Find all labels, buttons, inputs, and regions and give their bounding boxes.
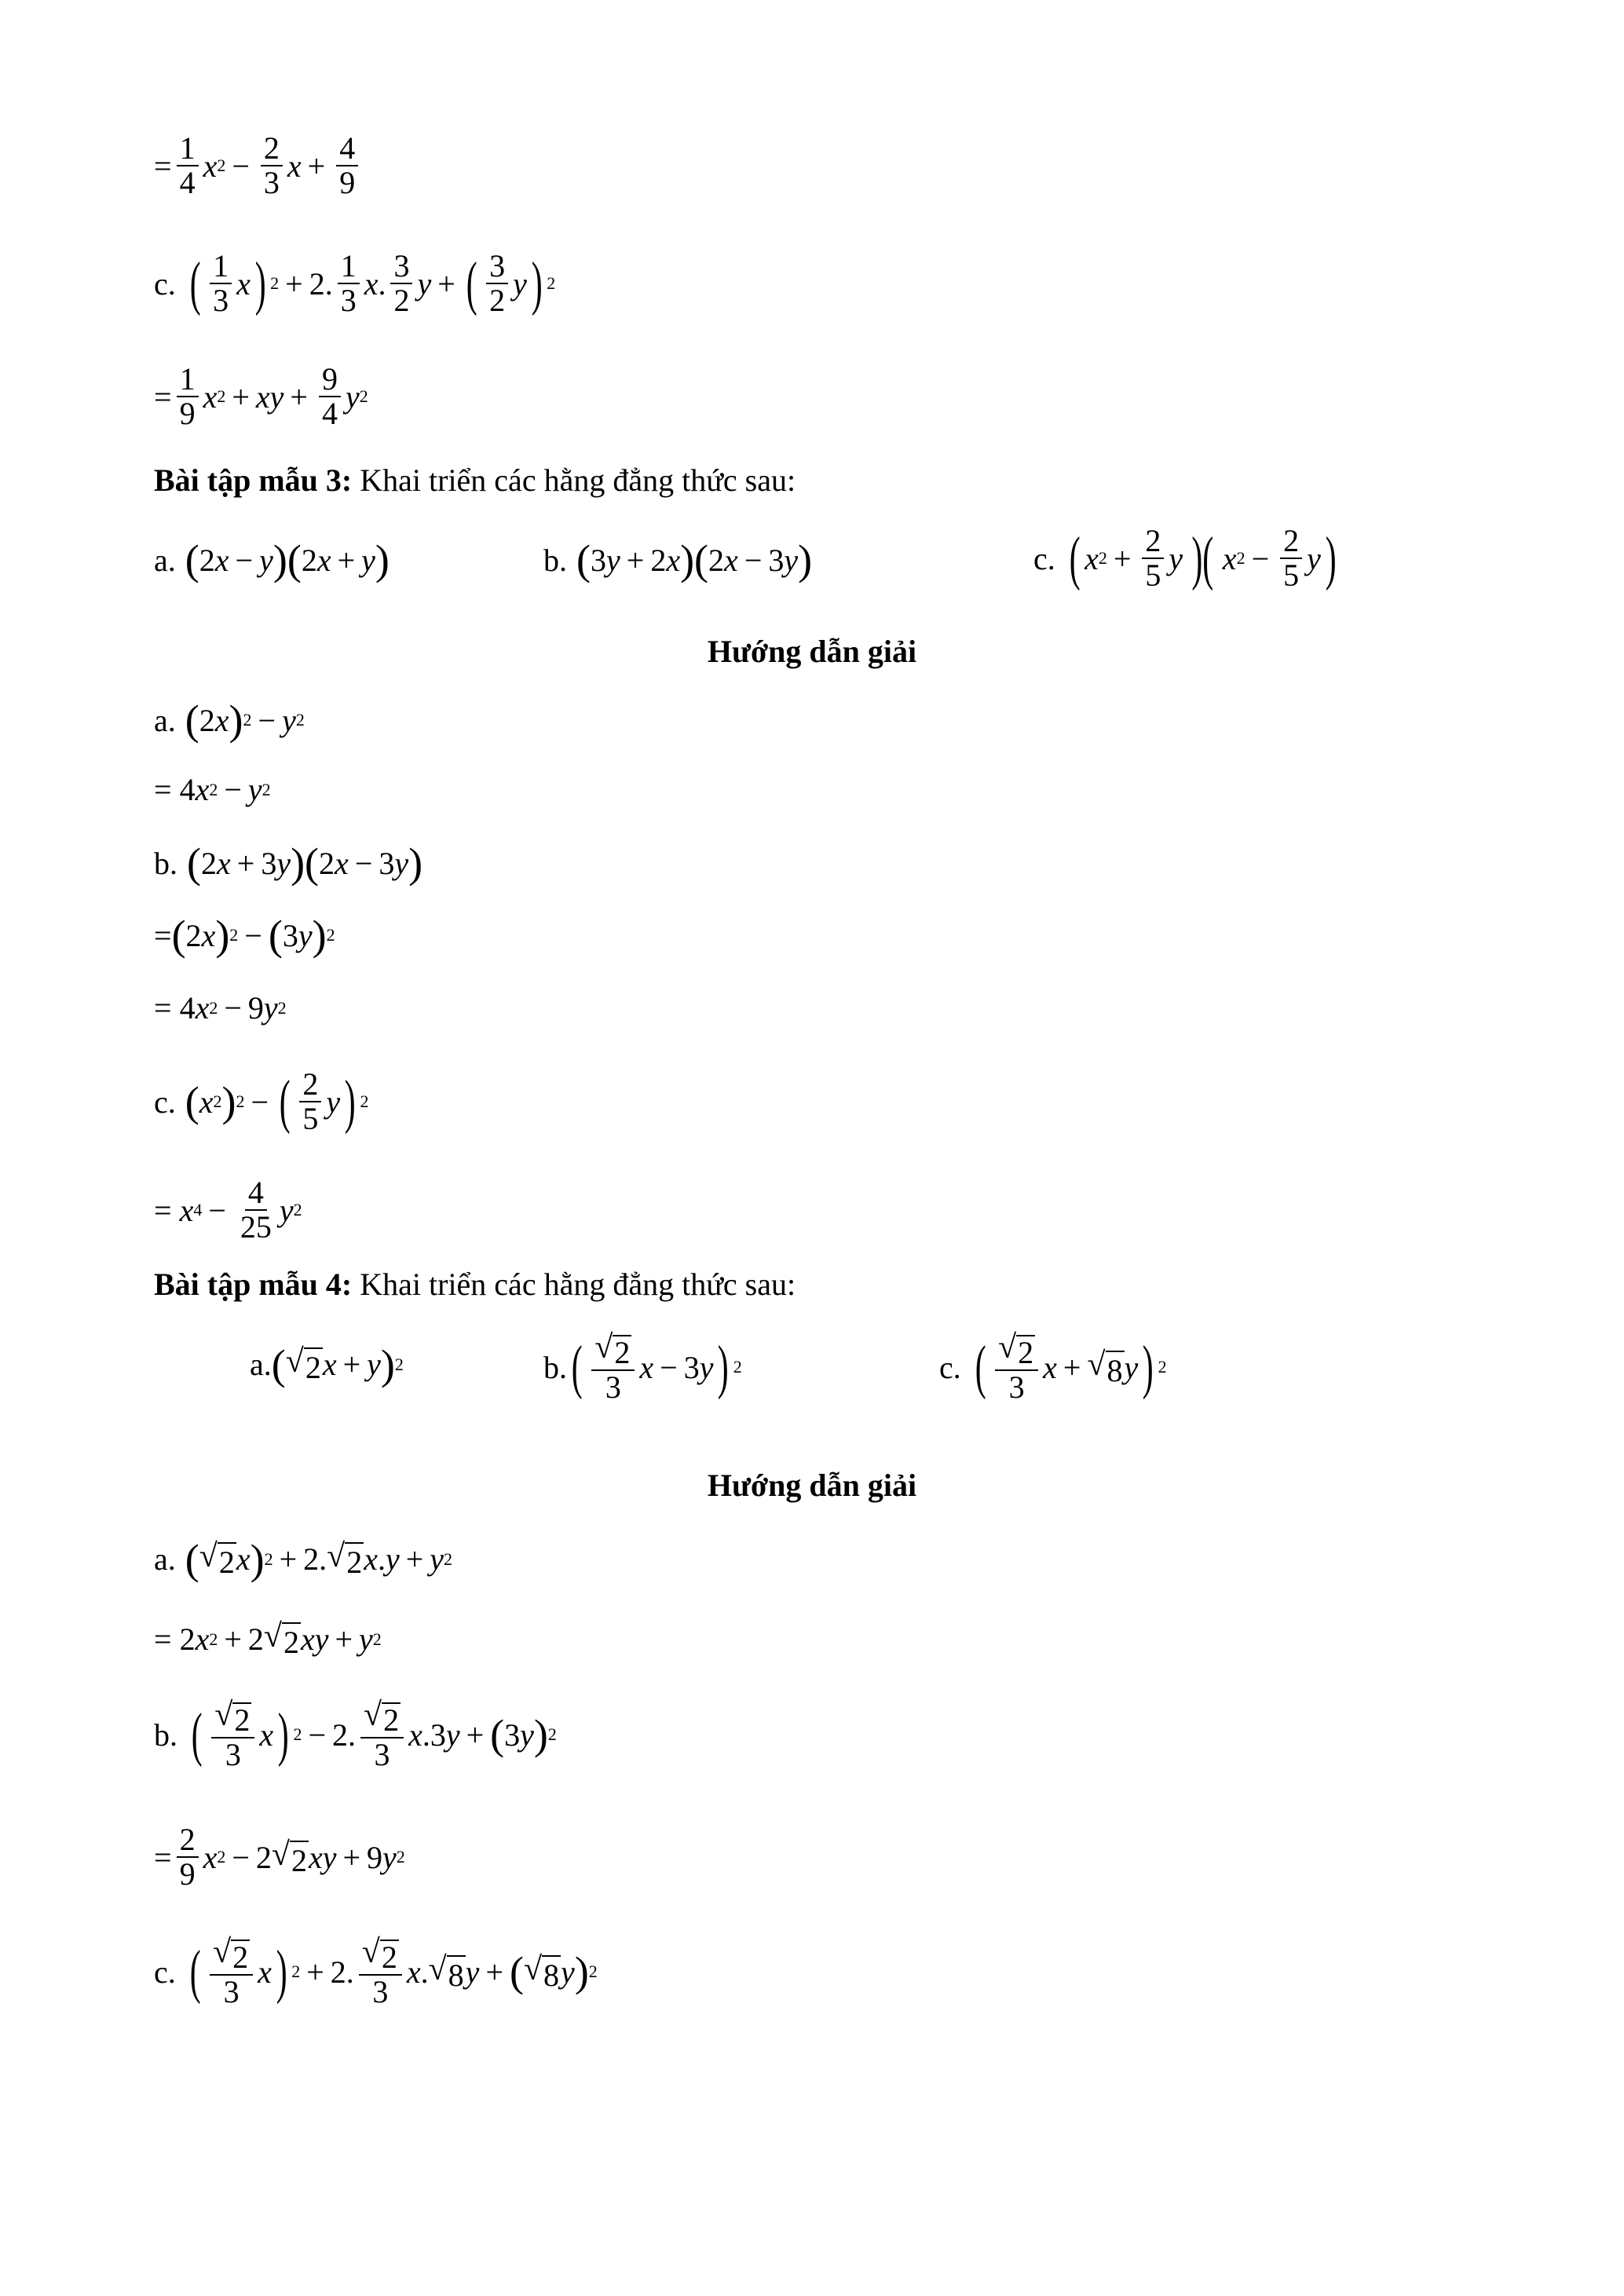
solution-heading: Hướng dẫn giải [707,1468,917,1503]
ex3-sol-b-step2: = ( 2 x ) 2 − ( 3 y ) 2 [154,912,335,959]
exercise-4-title: Bài tập mẫu 4: Khai triển các hằng đẳng thức sau: [154,1267,796,1302]
ex4-item-a: a. ( √ 2 x + y ) 2 [250,1340,404,1388]
ex2-c-result: = $\frac{1}{9}$ x 2 + xy + $\frac{9}{4}$ y 2 [154,361,368,431]
ex4-item-b: b. ( √ 2 3 x − 3 y ) 2 [543,1329,742,1405]
ex3-sol-c-step1: c. ( x 2 ) 2 − ( $\frac{2}{5}$ y ) 2 [154,1066,369,1136]
ex3-sol-a-result: = 4 x 2 − y 2 [154,772,271,807]
fraction: $\frac{2}{3}$ [261,132,283,199]
fraction: $\frac{1}{4}$ [177,132,199,199]
ex4-sol-b-result: = $\frac{2}{9}$ x 2 − 2 √ 2 xy + 9 y 2 [154,1822,405,1892]
ex3-sol-a-step1: a. ( 2 x ) 2 − y 2 [154,696,305,744]
ex4-sol-c-step1: c. ( √ 2 3 x ) 2 + 2. √ 2 3 x . √ 8 y + ( √ 8 y ) 2 [154,1934,598,2009]
ex4-sol-b-step1: b. ( √ 2 3 x ) 2 − 2. √ 2 3 x .3 y + ( 3 y ) 2 [154,1697,557,1772]
prev-result-line: = $\frac{1}{4}$ x 2 − $\frac{2}{3}$ x + $\frac{4}{9}$ [154,132,363,199]
solution-heading: Hướng dẫn giải [707,634,917,669]
fraction: $\frac{4}{9}$ [336,132,358,199]
ex3-sol-b-result: = 4 x 2 − 9 y 2 [154,990,287,1026]
ex4-sol-a-result: = 2 x 2 + 2 √ 2 xy + y 2 [154,1618,382,1660]
ex3-item-b: b. ( 3 y + 2 x )( 2 x − 3 y ) [543,536,813,583]
ex3-item-a: a. ( 2 x − y )( 2 x + y ) [154,536,390,583]
ex3-sol-c-result: = x 4 − $\frac{4}{25}$ y 2 [154,1175,302,1245]
ex4-item-c: c. ( √ 2 3 x + √ 8 y ) 2 [939,1329,1167,1405]
ex3-sol-b-step1: b. ( 2 x + 3 y )( 2 x − 3 y ) [154,839,423,887]
ex4-sol-a-step1: a. ( √ 2 x ) 2 + 2. √ 2 x . y + y 2 [154,1535,453,1583]
ex3-item-c: c. ( x 2 + $\frac{2}{5}$ y )( x 2 − $\frac{2}{5}$ y ) [1033,523,1337,593]
exercise-3-title: Bài tập mẫu 3: Khai triển các hằng đẳng thức sau: [154,462,796,498]
ex2-c-expansion: c. ( $\frac{1}{3}$ x ) 2 + 2. $\frac{1}{3}$ x . $\frac{3}{2}$ y + ( $\frac{3}{2}$ y ) 2 [154,248,556,318]
sqrt-symbol: √ 2 [285,1344,321,1385]
